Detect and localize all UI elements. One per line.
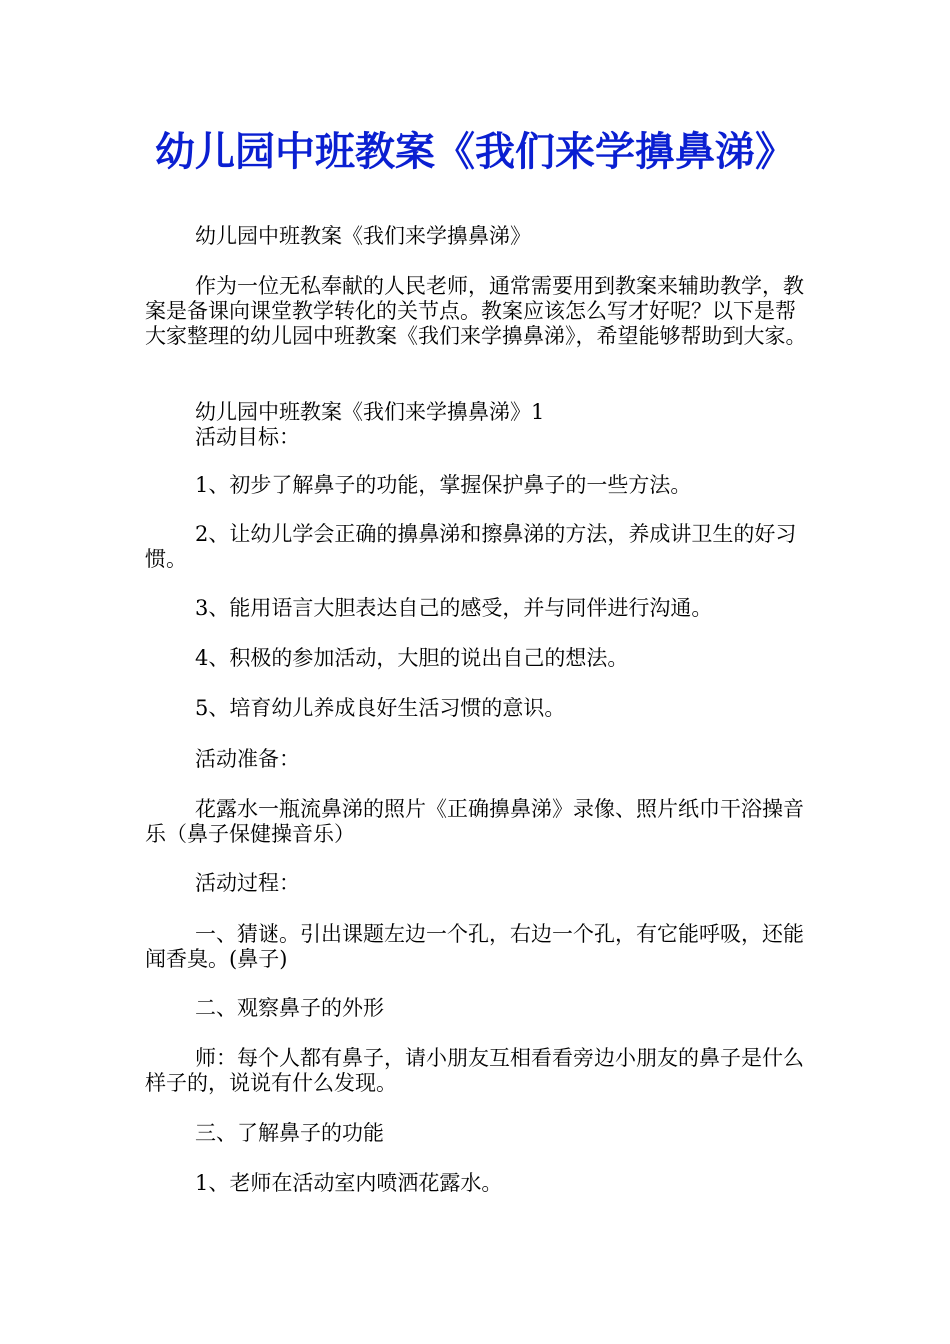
goals-heading: 活动目标：: [195, 425, 300, 449]
step-2: 二、观察鼻子的外形: [195, 996, 384, 1020]
teacher-line: 师：每个人都有鼻子，请小朋友互相看看旁边小朋友的鼻子是什么样子的，说说有什么发现。: [145, 1046, 804, 1095]
goal-4: 4、积极的参加活动，大胆的说出自己的想法。: [195, 646, 629, 670]
goal-1: 1、初步了解鼻子的功能，掌握保护鼻子的一些方法。: [195, 473, 692, 497]
step-1: 一、猜谜。引出课题左边一个孔，右边一个孔，有它能呼吸，还能闻香臭。(鼻子): [145, 922, 804, 971]
prep-heading: 活动准备：: [195, 747, 300, 771]
goal-5: 5、培育幼儿养成良好生活习惯的意识。: [195, 696, 566, 720]
goal-2: 2、让幼儿学会正确的擤鼻涕和擦鼻涕的方法，养成讲卫生的好习惯。: [145, 522, 797, 571]
step-3: 三、了解鼻子的功能: [195, 1121, 384, 1145]
prep-text: 花露水一瓶流鼻涕的照片《正确擤鼻涕》录像、照片纸巾干浴操音乐（鼻子保健操音乐）: [145, 797, 804, 846]
intro-paragraph: 作为一位无私奉献的人民老师，通常需要用到教案来辅助教学，教案是备课向课堂教学转化的关节点。教案应该怎么写才好呢？以下是帮大家整理的幼儿园中班教案《我们来学擤鼻涕》，希望能够帮助到大家。: [145, 274, 807, 348]
goal-3: 3、能用语言大胆表达自己的感受，并与同伴进行沟通。: [195, 596, 713, 620]
step-3-1: 1、老师在活动室内喷洒花露水。: [195, 1171, 503, 1195]
document-title: 幼儿园中班教案《我们来学擤鼻涕》: [155, 128, 795, 175]
document-subtitle: 幼儿园中班教案《我们来学擤鼻涕》: [195, 224, 531, 248]
process-heading: 活动过程：: [195, 871, 300, 895]
section-title: 幼儿园中班教案《我们来学擤鼻涕》1: [195, 400, 545, 424]
